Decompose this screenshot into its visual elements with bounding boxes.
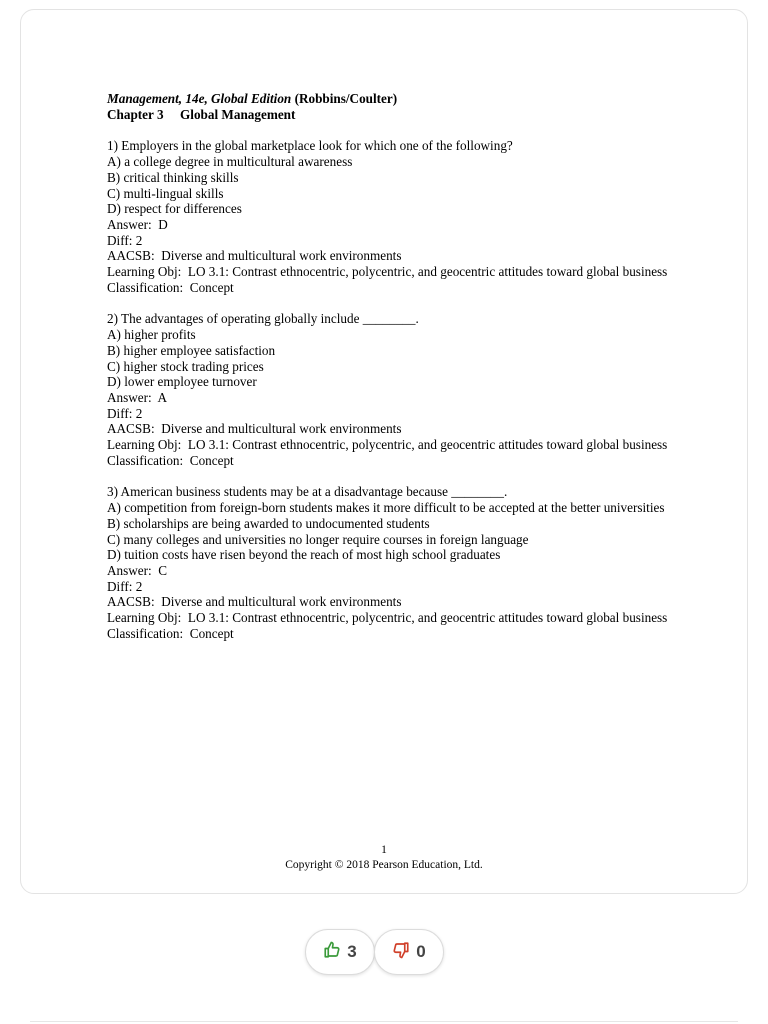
answer-option: C) higher stock trading prices — [107, 358, 264, 374]
answer-option: B) higher employee satisfaction — [107, 342, 276, 358]
aacsb-tag: AACSB: Diverse and multicultural work environments — [107, 594, 402, 610]
learning-objective: Learning Obj: LO 3.1: Contrast ethnocentric, polycentric, and geocentric attitudes toward global business — [107, 437, 668, 453]
downvote-button[interactable] — [374, 929, 444, 975]
answer-option: D) tuition costs have risen beyond the reach of most high school graduates — [107, 547, 501, 563]
divider — [30, 1021, 738, 1022]
learning-objective: Learning Obj: LO 3.1: Contrast ethnocentric, polycentric, and geocentric attitudes toward global business — [107, 264, 668, 280]
answer-option: A) higher profits — [107, 327, 196, 343]
difficulty: Diff: 2 — [107, 405, 143, 421]
answer-option: B) scholarships are being awarded to undocumented students — [107, 515, 430, 531]
answer-key: Answer: A — [107, 389, 168, 405]
answer-key: Answer: C — [107, 562, 168, 578]
learning-objective: Learning Obj: LO 3.1: Contrast ethnocentric, polycentric, and geocentric attitudes toward global business — [107, 610, 668, 626]
question-block — [107, 484, 687, 641]
question-stem: 3) American business students may be at a disadvantage because ________. — [107, 484, 508, 500]
question-block — [107, 138, 687, 295]
question-block — [107, 311, 687, 468]
document-body — [107, 91, 687, 642]
aacsb-tag: AACSB: Diverse and multicultural work environments — [107, 248, 402, 264]
page-footer — [20, 843, 748, 873]
book-title: Management, 14e, Global Edition — [107, 91, 292, 106]
difficulty: Diff: 2 — [107, 232, 143, 248]
answer-option: B) critical thinking skills — [107, 169, 239, 185]
answer-option: D) lower employee turnover — [107, 374, 257, 390]
classification: Classification: Concept — [107, 625, 234, 641]
thumbs-down-icon — [392, 941, 410, 964]
answer-option: A) a college degree in multicultural awareness — [107, 154, 353, 170]
upvote-button[interactable] — [305, 929, 375, 975]
question-stem: 2) The advantages of operating globally include ________. — [107, 311, 419, 327]
copyright-notice: Copyright © 2018 Pearson Education, Ltd. — [285, 859, 483, 871]
answer-option: C) many colleges and universities no longer require courses in foreign language — [107, 531, 529, 547]
aacsb-tag: AACSB: Diverse and multicultural work environments — [107, 421, 402, 437]
difficulty: Diff: 2 — [107, 578, 143, 594]
book-authors: (Robbins/Coulter) — [291, 91, 398, 106]
answer-option: D) respect for differences — [107, 201, 242, 217]
answer-key: Answer: D — [107, 216, 168, 232]
page-number: 1 — [381, 844, 387, 856]
vote-bar — [305, 929, 444, 975]
document-header — [107, 91, 687, 122]
chapter-title: Chapter 3 Global Management — [107, 106, 296, 122]
answer-option: A) competition from foreign-born students makes it more difficult to be accepted at the better universities — [107, 500, 665, 516]
upvote-count: 3 — [347, 942, 357, 961]
answer-option: C) multi-lingual skills — [107, 185, 224, 201]
question-stem: 1) Employers in the global marketplace look for which one of the following? — [107, 138, 513, 154]
classification: Classification: Concept — [107, 279, 234, 295]
thumbs-up-icon — [323, 941, 341, 964]
classification: Classification: Concept — [107, 452, 234, 468]
downvote-count: 0 — [416, 942, 426, 961]
